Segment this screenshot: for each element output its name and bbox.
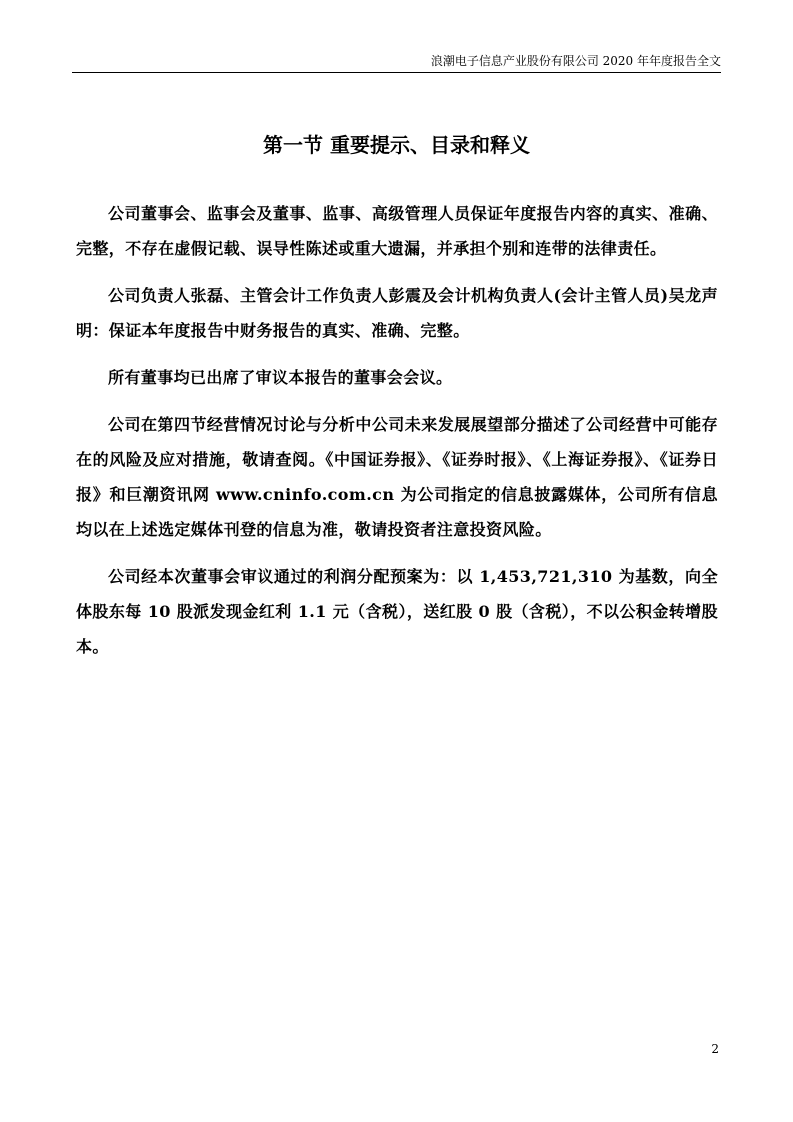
page-number: 2 — [711, 1042, 719, 1056]
report-header-title: 浪潮电子信息产业股份有限公司 2020 年年度报告全文 — [430, 54, 721, 68]
header-divider — [72, 72, 721, 73]
paragraph-profit-distribution: 公司经本次董事会审议通过的利润分配预案为：以 1,453,721,310 为基数，向全体股东每 10 股派发现金红利 1.1 元（含税），送红股 0 股（含税），不以公积金转增股本。 — [76, 567, 718, 656]
paragraph-board-attendance: 所有董事均已出席了审议本报告的董事会会议。 — [108, 368, 453, 387]
paragraph-responsibility-statement: 公司董事会、监事会及董事、监事、高级管理人员保证年度报告内容的真实、准确、完整，不存在虚假记载、误导性陈述或重大遗漏，并承担个别和连带的法律责任。 — [76, 204, 718, 258]
section-title: 第一节 重要提示、目录和释义 — [263, 133, 530, 157]
paragraph-financial-declaration: 公司负责人张磊、主管会计工作负责人彭震及会计机构负责人(会计主管人员)吴龙声明：保证本年度报告中财务报告的真实、准确、完整。 — [76, 286, 718, 340]
body-text — [76, 196, 718, 676]
paragraph-risk-notice: 公司在第四节经营情况讨论与分析中公司未来发展展望部分描述了公司经营中可能存在的风险及应对措施，敬请查阅。《中国证券报》、《证券时报》、《上海证券报》、《证券日报》和巨潮资讯网 www.cninfo.com.cn 为公司指定的信息披露媒体，公司所有信息均以在上述选定媒体刊登的信息为准，敬请投资者注意投资风险。 — [76, 415, 718, 539]
